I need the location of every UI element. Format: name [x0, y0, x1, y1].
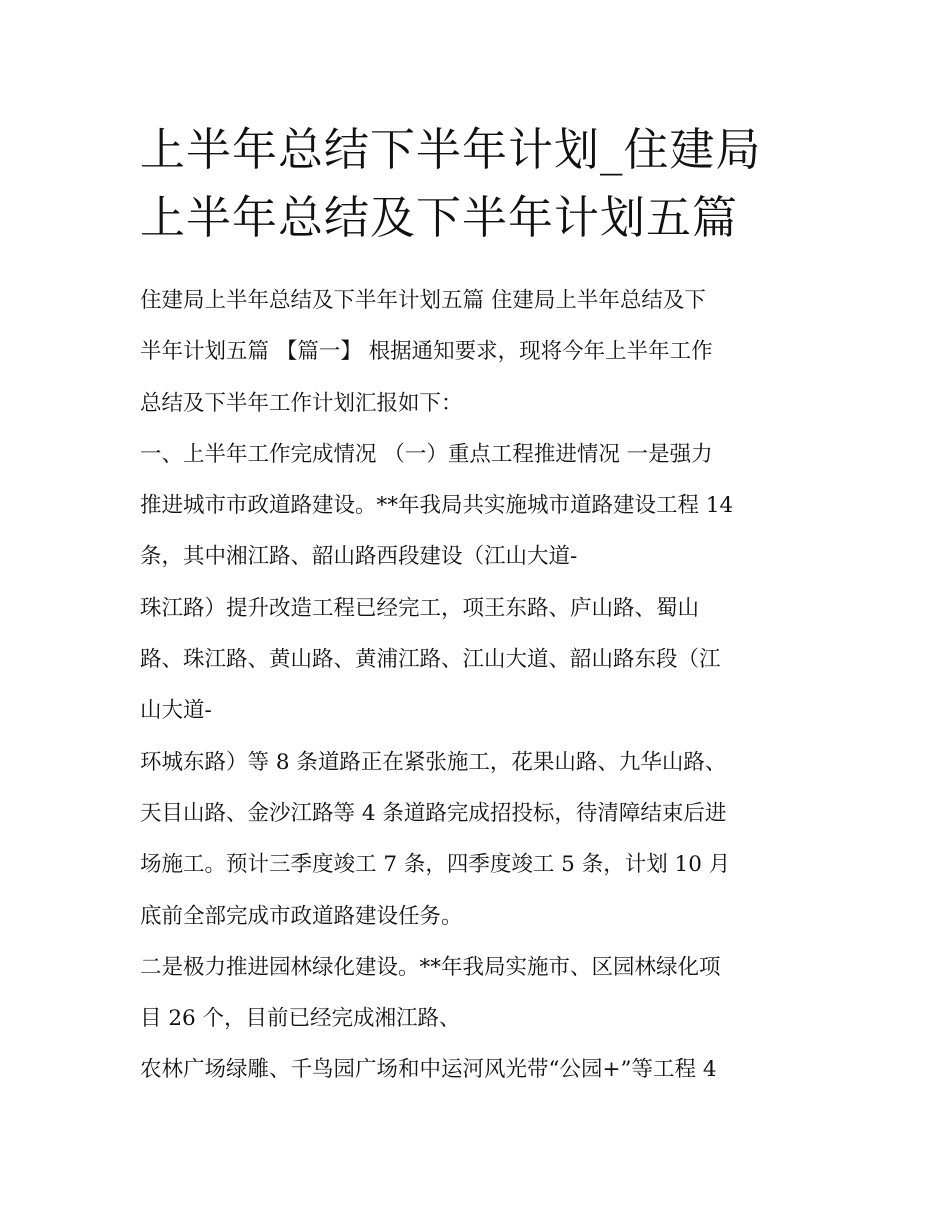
body-line: 住建局上半年总结及下半年计划五篇 住建局上半年总结及下	[140, 288, 706, 313]
body-line: 一、上半年工作完成情况 （一）重点工程推进情况 一是强力	[140, 441, 713, 467]
title-line: 上半年总结及下半年计划五篇	[140, 191, 739, 244]
body-line: 山大道-	[140, 698, 212, 724]
body-line: 路、珠江路、黄山路、黄浦江路、江山大道、韶山路东段（江	[140, 647, 721, 673]
document-body	[140, 281, 830, 1102]
body-line: 场施工。预计三季度竣工 7 条，四季度竣工 5 条，计划 10 月	[140, 852, 731, 878]
document-title	[140, 116, 830, 252]
body-line: 推进城市市政道路建设。**年我局共实施城市道路建设工程 14	[140, 493, 734, 519]
body-line: 天目山路、金沙江路等 4 条道路完成招投标，待清障结束后进	[140, 800, 727, 826]
title-line: 上半年总结下半年计划_住建局	[140, 123, 762, 176]
body-line: 半年计划五篇 【篇一】 根据通知要求，现将今年上半年工作	[140, 339, 713, 365]
body-line: 二是极力推进园林绿化建设。**年我局实施市、区园林绿化项	[140, 954, 721, 980]
body-line: 目 26 个，目前已经完成湘江路、	[140, 1006, 461, 1032]
body-line: 农林广场绿雕、千鸟园广场和中运河风光带“公园+”等工程 4	[140, 1057, 717, 1083]
body-line: 底前全部完成市政道路建设任务。	[140, 903, 463, 929]
body-line: 总结及下半年工作计划汇报如下：	[140, 390, 463, 416]
body-line: 条，其中湘江路、韶山路西段建设（江山大道-	[140, 544, 578, 570]
body-line: 环城东路）等 8 条道路正在紧张施工，花果山路、九华山路、	[140, 749, 727, 775]
body-line: 珠江路）提升改造工程已经完工，项王东路、庐山路、蜀山	[140, 595, 700, 621]
